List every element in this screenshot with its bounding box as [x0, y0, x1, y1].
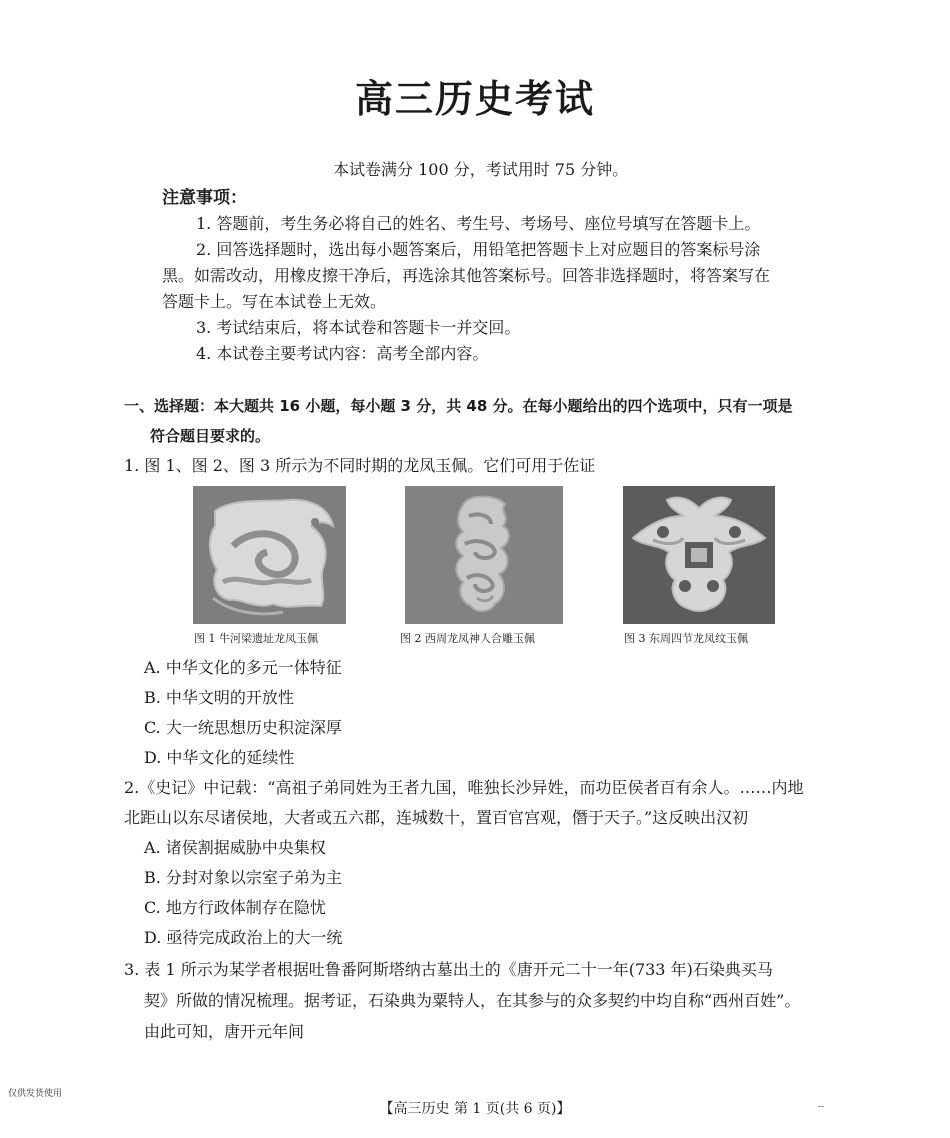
section-heading: 符合题目要求的。 — [150, 427, 271, 445]
figure-2-caption: 图 2 西周龙凤神人合雕玉佩 — [400, 632, 535, 645]
question-2-option-b: B. 分封对象以宗室子弟为主 — [144, 868, 342, 887]
exam-title: 高三历史考试 — [354, 77, 595, 121]
question-2-option-c: C. 地方行政体制存在隐忧 — [144, 898, 326, 917]
question-2-option-a: A. 诸侯割据威胁中央集权 — [144, 838, 326, 857]
jade-pendant-1-image — [193, 486, 346, 624]
distribution-note: 仅供发货使用 — [8, 1089, 63, 1099]
figure-1-caption: 图 1 牛河梁遗址龙凤玉佩 — [194, 632, 318, 645]
notice-heading: 注意事项： — [162, 188, 247, 208]
question-2-stem: 2.《史记》中记载：“高祖子弟同姓为王者九国，唯独长沙异姓，而功臣侯者百有余人。……内地 — [124, 778, 804, 797]
question-2-stem: 北距山以东尽诸侯地，大者或五六郡，连城数十，置百官宫观，僭于天子。”这反映出汉初 — [124, 808, 749, 827]
notice-line: 4. 本试卷主要考试内容：高考全部内容。 — [196, 344, 489, 363]
question-1-option-b: B. 中华文明的开放性 — [144, 688, 294, 707]
question-1-option-d: D. 中华文化的延续性 — [144, 748, 295, 767]
question-1-stem: 1. 图 1、图 2、图 3 所示为不同时期的龙凤玉佩。它们可用于佐证 — [124, 456, 596, 475]
question-1-option-a: A. 中华文化的多元一体特征 — [144, 658, 342, 677]
figure-2-jade-pendant — [405, 486, 563, 624]
notice-line: 3. 考试结束后，将本试卷和答题卡一并交回。 — [196, 318, 521, 337]
figure-1-jade-pendant — [193, 486, 346, 624]
notice-line: 答题卡上。写在本试卷上无效。 — [162, 292, 387, 311]
exam-intro: 本试卷满分 100 分，考试用时 75 分钟。 — [333, 160, 629, 179]
question-3-stem: 契》所做的情况梳理。据考证，石染典为粟特人，在其参与的众多契约中均自称“西州百姓”。 — [144, 991, 801, 1010]
question-3-stem: 3. 表 1 所示为某学者根据吐鲁番阿斯塔纳古墓出土的《唐开元二十一年(733 年)石染典买马 — [124, 960, 773, 979]
section-heading: 一、选择题：本大题共 16 小题，每小题 3 分，共 48 分。在每小题给出的四个选项中，只有一项是 — [124, 397, 793, 415]
jade-pendant-3-image — [623, 486, 775, 624]
figure-3-jade-pendant — [623, 486, 775, 624]
jade-pendant-2-image — [405, 486, 563, 624]
question-3-stem: 由此可知，唐开元年间 — [144, 1022, 305, 1041]
notice-line: 1. 答题前，考生务必将自己的姓名、考生号、考场号、座位号填写在答题卡上。 — [196, 214, 761, 233]
page-footer: 【高三历史 第 1 页(共 6 页)】 — [379, 1101, 571, 1117]
notice-line: 黑。如需改动，用橡皮擦干净后，再选涂其他答案标号。回答非选择题时，将答案写在 — [162, 266, 771, 285]
question-2-option-d: D. 亟待完成政治上的大一统 — [144, 928, 343, 947]
question-1-option-c: C. 大一统思想历史积淀深厚 — [144, 718, 342, 737]
notice-line: 2. 回答选择题时，选出每小题答案后，用铅笔把答题卡上对应题目的答案标号涂 — [196, 240, 761, 259]
footer-mark: -- — [818, 1102, 825, 1112]
figure-3-caption: 图 3 东周四节龙凤纹玉佩 — [624, 632, 748, 645]
